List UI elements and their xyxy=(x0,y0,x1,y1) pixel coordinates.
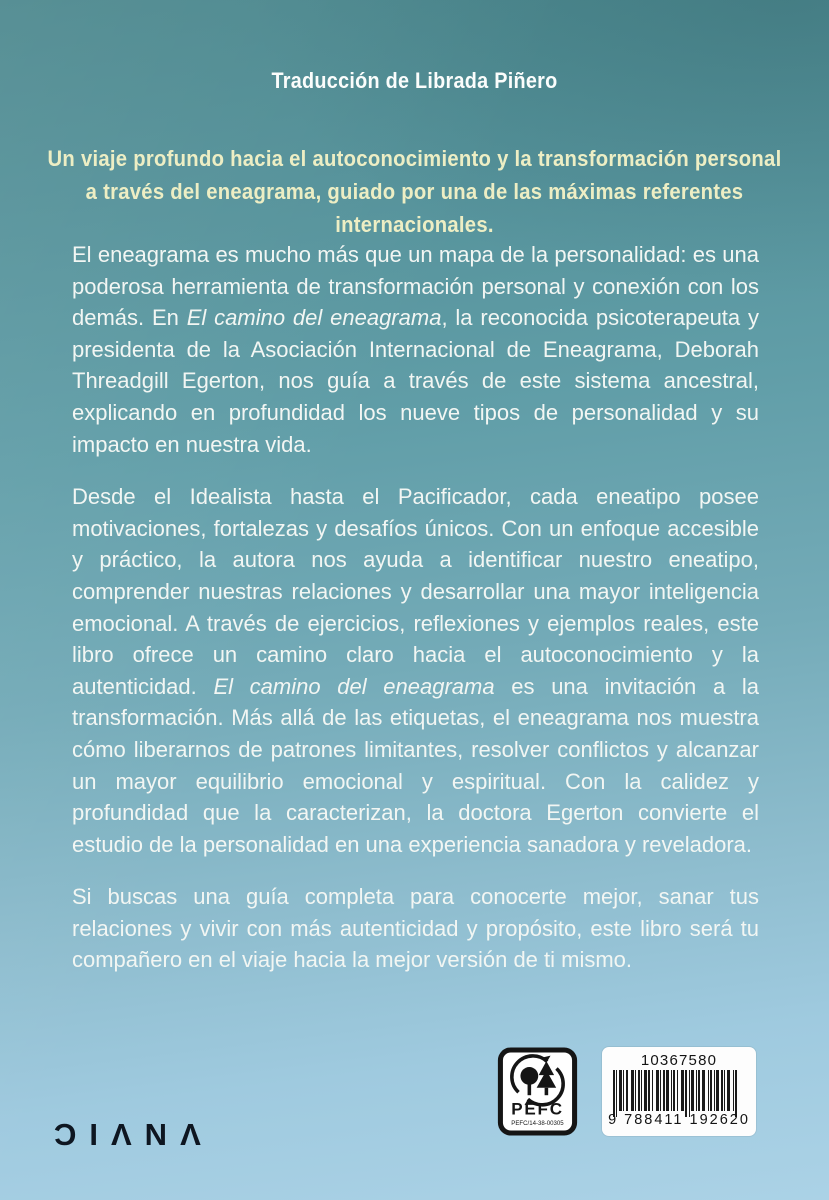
deciduous-tree-icon xyxy=(520,1067,538,1085)
tagline-line-1: Un viaje profundo hacia el autoconocimiento y la transformación personal xyxy=(47,146,782,171)
pefc-certification-badge xyxy=(497,1047,578,1136)
synopsis xyxy=(72,239,759,997)
tagline xyxy=(41,142,787,241)
barcode-icon xyxy=(611,1070,747,1118)
tagline-line-2: a través del eneagrama, guiado por una de las máximas referentes internacionales. xyxy=(85,179,744,237)
barcode-isbn-number: 9 788411 192620 xyxy=(608,1112,750,1128)
pefc-logo-icon xyxy=(497,1047,578,1136)
synopsis-paragraph: El eneagrama es mucho más que un mapa de la personalidad: es una poderosa herramienta de transformación personal y conexión con los demás. En El camino del eneagrama, la reconocida psicoterapeuta y presidenta de la Asociación Internacional de Eneagrama, Deborah Threadgill Egerton, nos guía a través de este sistema ancestral, explicando en profundidad los nueve tipos de personalidad y su impacto en nuestra vida. xyxy=(72,242,759,457)
synopsis-paragraph: Si buscas una guía completa para conocerte mejor, sanar tus relaciones y vivir con más autenticidad y propósito, este libro será tu compañero en el viaje hacia la mejor versión de ti mismo. xyxy=(72,884,759,973)
barcode-top-number: 10367580 xyxy=(640,1052,718,1069)
barcode-label xyxy=(602,1047,756,1136)
diana-publisher-logo: ƆIΛNΛ xyxy=(54,1117,214,1152)
pefc-label: PEFC xyxy=(511,1099,564,1119)
synopsis-paragraph: Desde el Idealista hasta el Pacificador, cada eneatipo posee motivaciones, fortalezas y desafíos únicos. Con un enfoque accesible y práctico, la autora nos ayuda a identificar nuestro eneatipo, comprender nuestras relaciones y desarrollar una mayor inteligencia emocional. A través de ejercicios, reflexiones y ejemplos reales, este libro ofrece un camino claro hacia el autoconocimiento y la autenticidad. El camino del eneagrama es una invitación a la transformación. Más allá de las etiquetas, el eneagrama nos muestra cómo liberarnos de patrones limitantes, resolver conflictos y alcanzar un mayor equilibrio emocional y espiritual. Con la calidez y profundidad que la caracterizan, la doctora Egerton convierte el estudio de la personalidad en una experiencia sanadora y reveladora. xyxy=(72,484,759,857)
translation-credit: Traducción de Librada Piñero xyxy=(271,68,558,93)
pefc-code: PEFC/14-38-00305 xyxy=(511,1119,564,1127)
